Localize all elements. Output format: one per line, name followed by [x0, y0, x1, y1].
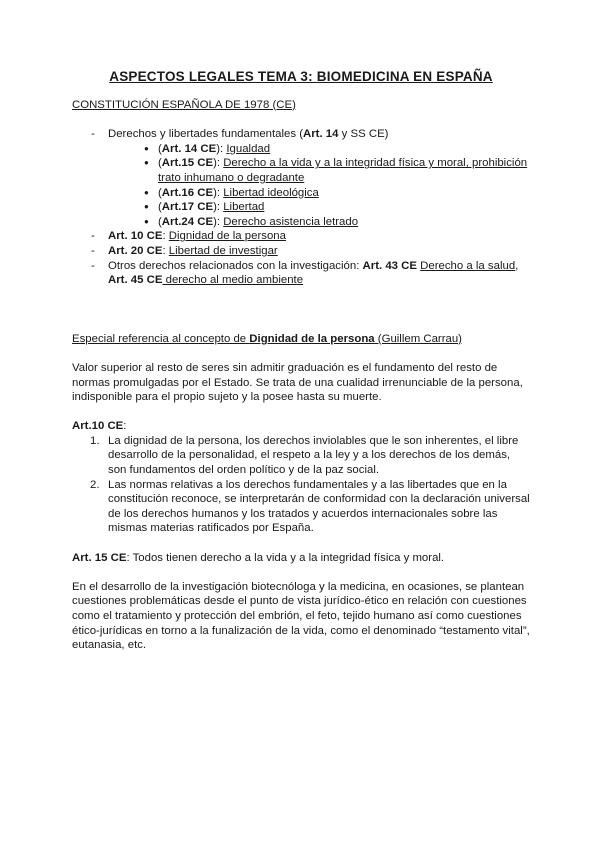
list-item-fundamental-rights: - Derechos y libertades fundamentales (Art. 14 y SS CE) ● (Art. 14 CE): Igualdad ● (Art.15 CE): Derecho a la vida y a la integridad física y moral, prohibición trato inhumano o degradante ● (Art.16 CE): Libertad ideológica ● (Art.17 CE): Libertad ● (Art.24 CE): Derecho asistencia letrado — [72, 127, 530, 229]
paragraph-dignity-value: Valor superior al resto de seres sin admitir graduación es el fundamento del resto de normas promulgadas por el Estado. Se trata de una cualidad irrenunciable de la persona, indisponible para el propio sujeto y la posee hasta su muerte. — [72, 361, 523, 404]
art10-heading: Art.10 CE: — [72, 420, 127, 433]
fundamental-rights-sublist — [108, 142, 530, 230]
rights-list — [72, 127, 530, 288]
paragraph-art15: Art. 15 CE: Todos tienen derecho a la vida y a la integridad física y moral. — [72, 551, 445, 564]
list-item: 2. Las normas relativas a los derechos fundamentales y a las libertades que en la constitución reconoce, se interpretarán de conformidad con la declaración universal de los derechos humanos y los tratados y acuerdos internacionales sobre las mismas materias ratificados por España. — [90, 478, 530, 535]
list-item-other-rights: - Otros derechos relacionados con la investigación: Art. 43 CE Derecho a la salud, Art. 45 CE derecho al medio ambiente — [72, 259, 530, 288]
list-item: 1. La dignidad de la persona, los derechos inviolables que le son inherentes, el libre desarrollo de la personalidad, el respeto a la ley y a los derechos de los demás, son fundamentos del orden político y de la paz social. — [90, 434, 519, 477]
document-title: ASPECTOS LEGALES TEMA 3: BIOMEDICINA EN ESPAÑA — [109, 69, 493, 84]
list-item: ● (Art.17 CE): Libertad — [144, 200, 530, 215]
paragraph-biotech: En el desarrollo de la investigación biotecnóloga y la medicina, en ocasiones, se plantean cuestiones problemáticas desde el punto de vista jurídico-ético en relación con cuestiones como el tratamiento y protección del embrión, el feto, tejido humano así como cuestiones ético-jurídicas en torno a la funalización de la vida, como el denominado “testamento vital”, eutanasia, etc. — [72, 580, 530, 652]
list-item: ● (Art.16 CE): Libertad ideológica — [144, 186, 530, 201]
list-item: ● (Art.24 CE): Derecho asistencia letrado — [144, 215, 530, 230]
section-heading-dignity: Especial referencia al concepto de Dignidad de la persona (Guillem Carrau) — [72, 332, 462, 345]
list-item-art20: - Art. 20 CE: Libertad de investigar — [72, 244, 530, 259]
list-item: ● (Art. 14 CE): Igualdad — [144, 142, 530, 157]
list-item: ● (Art.15 CE): Derecho a la vida y a la integridad física y moral, prohibición trato inhumano o degradante — [144, 156, 530, 185]
art10-numbered-list — [72, 434, 530, 536]
section-heading-constitution: CONSTITUCIÓN ESPAÑOLA DE 1978 (CE) — [72, 98, 296, 111]
list-item-art10: - Art. 10 CE: Dignidad de la persona — [72, 229, 530, 244]
